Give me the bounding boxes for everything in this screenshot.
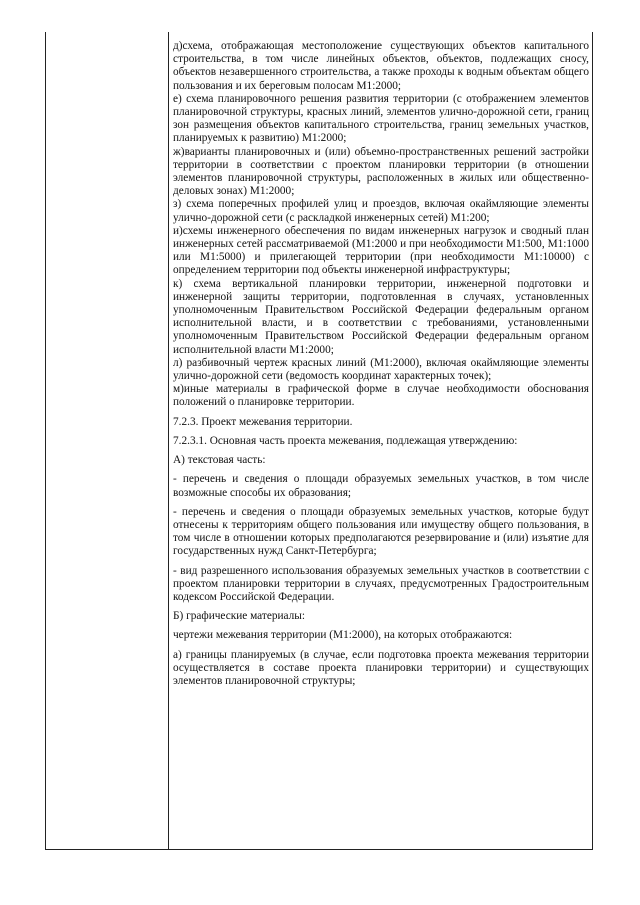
item-e-paragraph: е) схема планировочного решения развития территории (с отображением элементов планировочной структуры, красных линий, элементов улично-дорожной сети, границ зон размещения объектов капитального строительства, границ земельных участков, планируемых к развитию) М1:2000; bbox=[173, 92, 589, 145]
item-k-paragraph: к) схема вертикальной планировки территории, инженерной подготовки и инженерной защиты территории, подготовленная в случаях, установленных уполномоченным Правительством Российской Федерации федеральным органом исполнительной власти, и в соответствии с требованиями, установленными уполномоченным Правительством Российской Федерации федеральным органом исполнительной власти М1:2000; bbox=[173, 277, 589, 356]
item-m-paragraph: м)иные материалы в графической форме в случае необходимости обоснования положений о планировке территории. bbox=[173, 383, 589, 409]
text-part-item-3: - вид разрешенного использования образуемых земельных участков в соответствии с проектом планировки территории в случаях, предусмотренных Градостроительным кодексом Российской Федерации. bbox=[173, 564, 589, 603]
item-z-paragraph: з) схема поперечных профилей улиц и проездов, включая окаймляющие элементы улично-дорожной сети (с раскладкой инженерных сетей) М1:200; bbox=[173, 198, 589, 224]
section-heading-7-2-3: 7.2.3. Проект межевания территории. bbox=[173, 415, 353, 428]
item-l-paragraph: л) разбивочный чертеж красных линий (М1:2000), включая окаймляющие элементы улично-дорожной сети (ведомость координат характерных точек); bbox=[173, 356, 589, 383]
text-part-item-1: - перечень и сведения о площади образуемых земельных участков, в том числе возможные способы их образования; bbox=[173, 473, 589, 499]
item-i-paragraph: и)схемы инженерного обеспечения по видам инженерных нагрузок и сводный план инженерных сетей рассматриваемой (М1:2000 и при необходимости М1:500, М1:1000 или М1:5000) и прилегающей территории (при необходимости М1:10000) с определением территории под объекты инженерной инфраструктуры; bbox=[173, 224, 589, 277]
requirements-table bbox=[45, 32, 593, 850]
text-part-item-2: - перечень и сведения о площади образуемых земельных участков, которые будут отнесены к территориям общего пользования или имуществу общего пользования, в том числе в отношении которых предполагаются резервирование и (или) изъятие для государственных нужд Санкт-Петербурга; bbox=[173, 505, 589, 558]
graphic-part-heading: Б) графические материалы: bbox=[173, 610, 306, 623]
item-d-paragraph: д)схема, отображающая местоположение существующих объектов капитального строительства, в том числе линейных объектов, объектов, подлежащих сносу, объектов незавершенного строительства, а также проходы к водным объектам общего пользования и их береговым полосам М1:2000; bbox=[173, 40, 589, 92]
section-heading-7-2-3-1: 7.2.3.1. Основная часть проекта межевания, подлежащая утверждению: bbox=[173, 434, 518, 447]
drawings-item-a: а) границы планируемых (в случае, если подготовка проекта межевания территории осуществляется в составе проекта планировки территории) и существующих элементов планировочной структуры; bbox=[173, 648, 589, 687]
item-zh-paragraph: ж)варианты планировочных и (или) объемно-пространственных решений застройки территории в соответствии с проектом планировки территории (в отношении элементов планировочной структуры, расположенных в жилых или общественно-деловых зонах) М1:2000; bbox=[173, 145, 589, 198]
column-divider bbox=[168, 32, 169, 849]
drawings-intro: чертежи межевания территории (М1:2000), на которых отображаются: bbox=[173, 629, 513, 642]
table-content-cell bbox=[173, 40, 589, 688]
text-part-heading: А) текстовая часть: bbox=[173, 454, 266, 467]
